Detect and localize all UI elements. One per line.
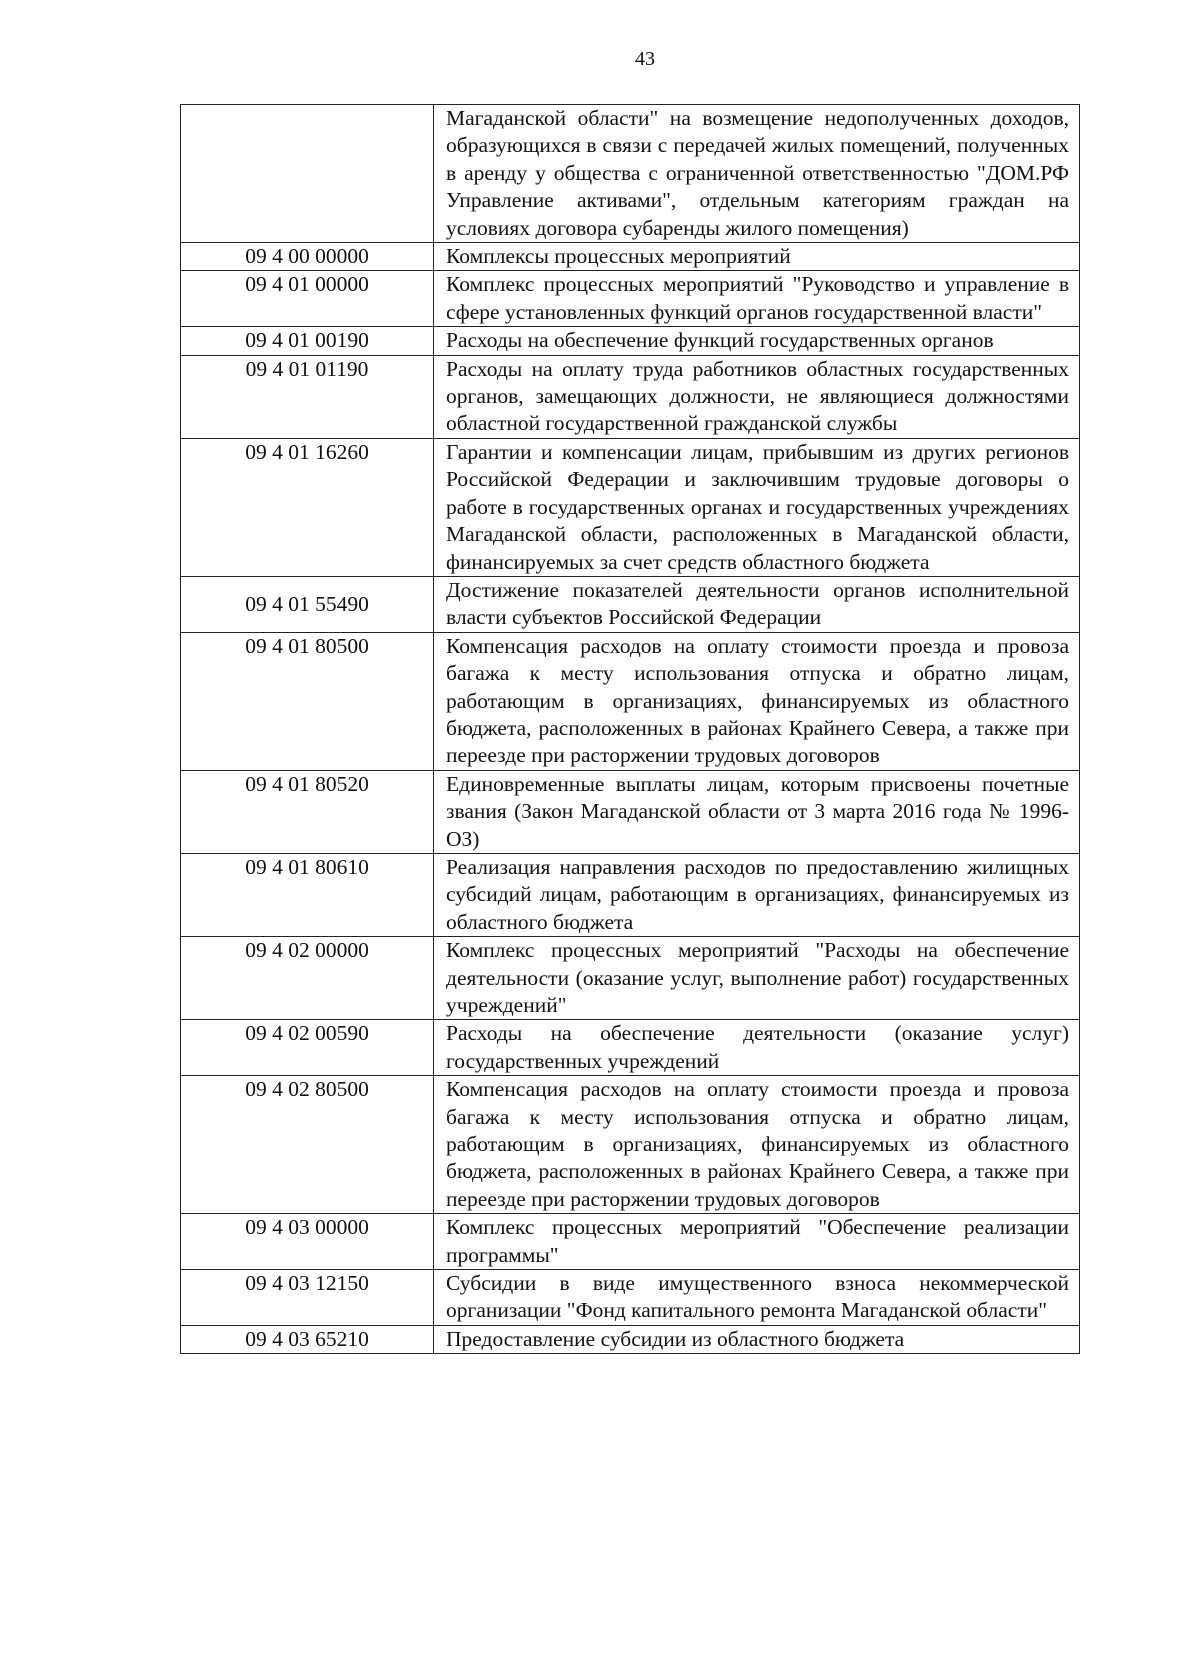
table-row (181, 105, 1080, 243)
description-cell: Магаданской области" на возмещение недополученных доходов, образующихся в связи с передачей жилых помещений, полученных в аренду у общества с ограниченной ответственностью "ДОМ.РФ Управление активами", отдельным категориям граждан на условиях договора субаренды жилого помещения) (434, 105, 1080, 243)
description-cell: Комплекс процессных мероприятий "Руководство и управление в сфере установленных функций органов государственной власти" (434, 271, 1080, 327)
code-cell: 09 4 00 00000 (181, 243, 434, 271)
table-row (181, 632, 1080, 770)
description-cell: Комплексы процессных мероприятий (434, 243, 1080, 271)
description-cell: Расходы на обеспечение функций государственных органов (434, 327, 1080, 355)
code-cell: 09 4 03 12150 (181, 1270, 434, 1326)
description-cell: Комплекс процессных мероприятий "Расходы на обеспечение деятельности (оказание услуг, выполнение работ) государственных учреждений" (434, 937, 1080, 1020)
code-cell: 09 4 02 00000 (181, 937, 434, 1020)
code-cell (181, 105, 434, 243)
table-row (181, 1214, 1080, 1270)
code-cell: 09 4 03 00000 (181, 1214, 434, 1270)
description-cell: Достижение показателей деятельности органов исполнительной власти субъектов Российской Федерации (434, 576, 1080, 632)
description-cell: Компенсация расходов на оплату стоимости проезда и провоза багажа к месту использования отпуска и обратно лицам, работающим в организациях, финансируемых из областного бюджета, расположенных в районах Крайнего Севера, а также при переезде при расторжении трудовых договоров (434, 1076, 1080, 1214)
description-cell: Комплекс процессных мероприятий "Обеспечение реализации программы" (434, 1214, 1080, 1270)
description-cell: Реализация направления расходов по предоставлению жилищных субсидий лицам, работающим в организациях, финансируемых из областного бюджета (434, 853, 1080, 936)
table-row (181, 1325, 1080, 1353)
code-cell: 09 4 02 80500 (181, 1076, 434, 1214)
code-cell: 09 4 01 01190 (181, 355, 434, 438)
table-row (181, 243, 1080, 271)
code-cell: 09 4 01 80610 (181, 853, 434, 936)
description-cell: Компенсация расходов на оплату стоимости проезда и провоза багажа к месту использования отпуска и обратно лицам, работающим в организациях, финансируемых из областного бюджета, расположенных в районах Крайнего Севера, а также при переезде при расторжении трудовых договоров (434, 632, 1080, 770)
description-cell: Гарантии и компенсации лицам, прибывшим из других регионов Российской Федерации и заключившим трудовые договоры о работе в государственных органах и государственных учреждениях Магаданской области, расположенных в Магаданской области, финансируемых за счет средств областного бюджета (434, 438, 1080, 576)
table-row (181, 853, 1080, 936)
description-cell: Расходы на обеспечение деятельности (оказание услуг) государственных учреждений (434, 1020, 1080, 1076)
table-row (181, 271, 1080, 327)
table-row (181, 327, 1080, 355)
table-row (181, 1076, 1080, 1214)
table-row (181, 1020, 1080, 1076)
code-cell: 09 4 01 00190 (181, 327, 434, 355)
code-cell: 09 4 01 55490 (181, 576, 434, 632)
table-row (181, 355, 1080, 438)
code-cell: 09 4 01 00000 (181, 271, 434, 327)
code-cell: 09 4 01 80520 (181, 770, 434, 853)
budget-classification-table (180, 104, 1080, 1354)
description-cell: Предоставление субсидии из областного бюджета (434, 1325, 1080, 1353)
table-row (181, 1270, 1080, 1326)
code-cell: 09 4 01 80500 (181, 632, 434, 770)
code-cell: 09 4 03 65210 (181, 1325, 434, 1353)
description-cell: Расходы на оплату труда работников областных государственных органов, замещающих должности, не являющиеся должностями областной государственной гражданской службы (434, 355, 1080, 438)
table-row (181, 576, 1080, 632)
code-cell: 09 4 02 00590 (181, 1020, 434, 1076)
code-cell: 09 4 01 16260 (181, 438, 434, 576)
description-cell: Субсидии в виде имущественного взноса некоммерческой организации "Фонд капитального ремонта Магаданской области" (434, 1270, 1080, 1326)
page-number: 43 (635, 48, 655, 70)
table-row (181, 937, 1080, 1020)
description-cell: Единовременные выплаты лицам, которым присвоены почетные звания (Закон Магаданской области от 3 марта 2016 года № 1996-ОЗ) (434, 770, 1080, 853)
table-row (181, 438, 1080, 576)
table-row (181, 770, 1080, 853)
